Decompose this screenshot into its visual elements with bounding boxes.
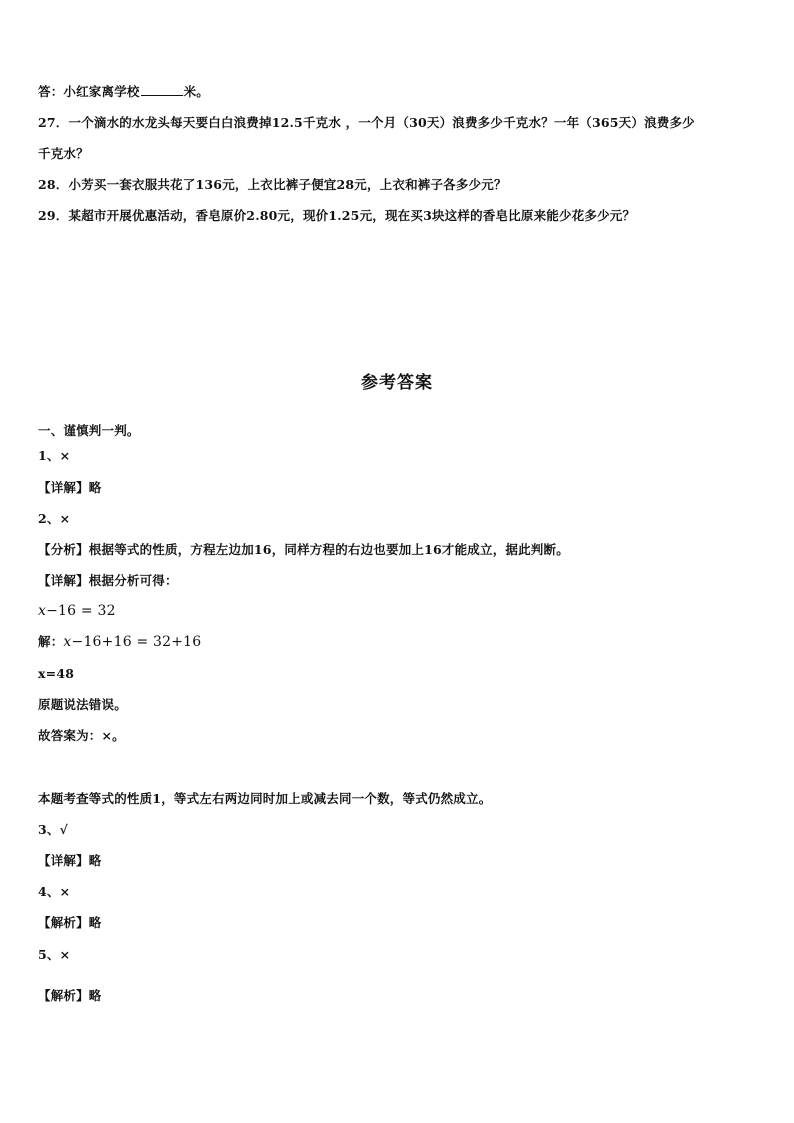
answer-5-detail: 【解析】略	[38, 988, 102, 1003]
question-27-line1: 27．一个滴水的水龙头每天要白白浪费掉12.5千克水 ，一个月（30天）浪费多少千克水？一年（365天）浪费多少	[38, 115, 695, 130]
answer-2-conclusion: 原题说法错误。	[38, 697, 127, 712]
answer-4: 4、×	[38, 884, 71, 899]
equation-1-body: −16 = 32	[46, 603, 116, 619]
question-27-line2: 千克水？	[38, 146, 89, 161]
answer-2-detail: 【详解】根据分析可得：	[38, 573, 178, 588]
answer-5: 5、×	[38, 947, 71, 962]
equation-1-variable: x	[38, 603, 47, 619]
answers-title: 参考答案	[361, 373, 433, 393]
answer-line-q26	[38, 83, 209, 100]
answer-3: 3、√	[38, 822, 69, 837]
equation-2	[38, 634, 201, 650]
answer-2-result: x=48	[38, 666, 75, 681]
answer-2-analysis: 【分析】根据等式的性质，方程左边加16，同样方程的右边也要加上16才能成立，据此判断。	[38, 542, 569, 557]
question-28: 28．小芳买一套衣服共花了136元，上衣比裤子便宜28元，上衣和裤子各多少元？	[38, 177, 507, 192]
answer-2-note: 本题考查等式的性质1，等式左右两边同时加上或减去同一个数，等式仍然成立。	[38, 791, 492, 806]
section-1-heading: 一、谨慎判一判。	[38, 423, 140, 438]
answer-prefix: 答：小红家离学校	[38, 84, 140, 99]
equation-1	[38, 603, 116, 619]
answer-1: 1、×	[38, 448, 71, 463]
question-29: 29．某超市开展优惠活动，香皂原价2.80元，现价1.25元，现在买3块这样的香皂比原来能少花多少元？	[38, 208, 636, 223]
equation-2-prefix: 解：	[38, 634, 64, 649]
equation-2-variable: x	[63, 634, 72, 650]
answer-3-detail: 【详解】略	[38, 853, 102, 868]
answer-2: 2、×	[38, 511, 71, 526]
answer-suffix: 米。	[183, 84, 210, 99]
answer-blank[interactable]	[141, 83, 183, 96]
answer-2-final: 故答案为：×。	[38, 728, 125, 743]
answer-1-detail: 【详解】略	[38, 480, 102, 495]
equation-2-body: −16+16 = 32+16	[71, 634, 202, 650]
answer-4-detail: 【解析】略	[38, 915, 102, 930]
